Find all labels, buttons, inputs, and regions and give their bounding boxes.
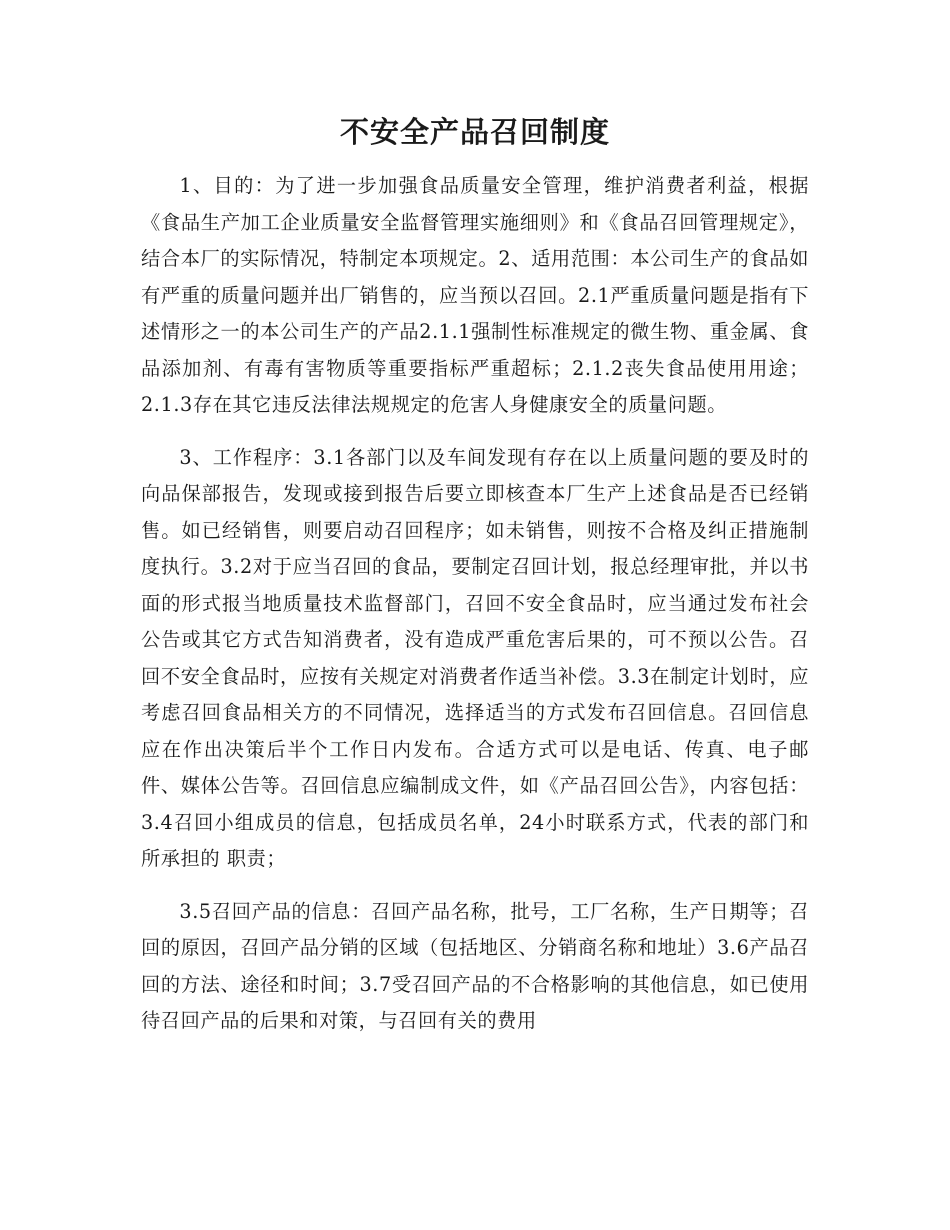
document-title: 不安全产品召回制度: [339, 115, 610, 149]
paragraph-recall-info: 3.5召回产品的信息：召回产品名称，批号，工厂名称，生产日期等；召回的原因，召回产品分销的区域（包括地区、分销商名称和地址）3.6产品召回的方法、途径和时间；3.7受召回产品的不合格影响的其他信息，如已使用待召回产品的后果和对策，与召回有关的费用: [141, 899, 809, 1032]
document-body: [141, 168, 809, 1040]
paragraph-work-procedure: 3、工作程序：3.1各部门以及车间发现有存在以上质量问题的要及时的向品保部报告，发现或接到报告后要立即核查本厂生产上述食品是否已经销售。如已经销售，则要启动召回程序；如未销售，则按不合格及纠正措施制度执行。3.2对于应当召回的食品，要制定召回计划，报总经理审批，并以书面的形式报当地质量技术监督部门，召回不安全食品时，应当通过发布社会公告或其它方式告知消费者，没有造成严重危害后果的，可不预以公告。召回不安全食品时，应按有关规定对消费者作适当补偿。3.3在制定计划时，应考虑召回食品相关方的不同情况，选择适当的方式发布召回信息。召回信息应在作出决策后半个工作日内发布。合适方式可以是电话、传真、电子邮件、媒体公告等。召回信息应编制成文件，如《产品召回公告》，内容包括：3.4召回小组成员的信息，包括成员名单，24小时联系方式，代表的部门和所承担的 职责；: [141, 445, 809, 870]
paragraph-purpose-scope: 1、目的：为了进一步加强食品质量安全管理，维护消费者利益，根据《食品生产加工企业质量安全监督管理实施细则》和《食品召回管理规定》，结合本厂的实际情况，特制定本项规定。2、适用范围：本公司生产的食品如有严重的质量问题并出厂销售的，应当预以召回。2.1严重质量问题是指有下述情形之一的本公司生产的产品2.1.1强制性标准规定的微生物、重金属、食品添加剂、有毒有害物质等重要指标严重超标；2.1.2丧失食品使用用途；2.1.3存在其它违反法律法规规定的危害人身健康安全的质量问题。: [141, 174, 809, 416]
